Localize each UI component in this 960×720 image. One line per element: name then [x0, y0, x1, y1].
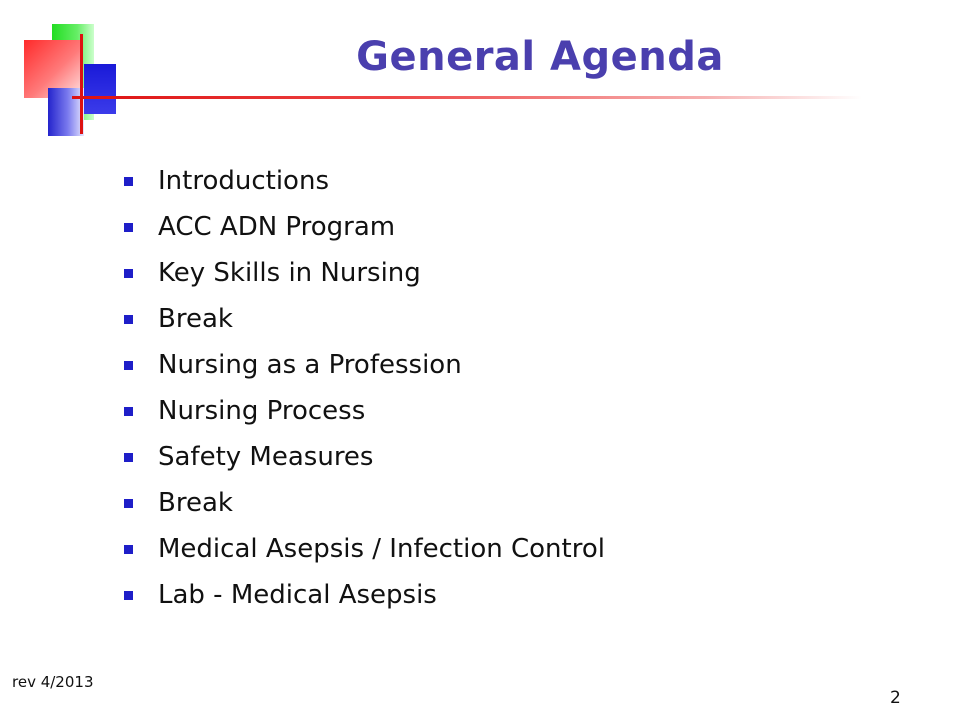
agenda-item: [124, 342, 605, 388]
agenda-item-label: ACC ADN Program: [158, 212, 396, 242]
square-bullet-icon: [124, 177, 133, 186]
square-bullet-icon: [124, 591, 133, 600]
agenda-item-label: Nursing as a Profession: [158, 350, 462, 380]
square-bullet-icon: [124, 453, 133, 462]
slide-title: General Agenda: [356, 34, 724, 80]
agenda-item: [124, 434, 605, 480]
agenda-item: [124, 526, 605, 572]
decorative-vertical-line: [80, 34, 83, 134]
agenda-item: [124, 480, 605, 526]
agenda-item-label: Break: [158, 304, 233, 334]
agenda-item-label: Lab - Medical Asepsis: [158, 580, 437, 610]
agenda-item-label: Nursing Process: [158, 396, 366, 426]
square-bullet-icon: [124, 499, 133, 508]
agenda-item: [124, 388, 605, 434]
square-bullet-icon: [124, 223, 133, 232]
square-bullet-icon: [124, 361, 133, 370]
decorative-blue-block: [84, 64, 116, 114]
revision-footer: rev 4/2013: [12, 673, 94, 691]
agenda-item: [124, 158, 605, 204]
agenda-item: [124, 204, 605, 250]
agenda-item: [124, 296, 605, 342]
square-bullet-icon: [124, 545, 133, 554]
page-number: 2: [890, 688, 901, 708]
agenda-list: [124, 158, 605, 618]
agenda-item: [124, 250, 605, 296]
agenda-item-label: Medical Asepsis / Infection Control: [158, 534, 605, 564]
agenda-item-label: Safety Measures: [158, 442, 374, 472]
agenda-item-label: Break: [158, 488, 233, 518]
agenda-item: [124, 572, 605, 618]
square-bullet-icon: [124, 407, 133, 416]
agenda-item-label: Key Skills in Nursing: [158, 258, 421, 288]
square-bullet-icon: [124, 315, 133, 324]
square-bullet-icon: [124, 269, 133, 278]
title-underline: [72, 96, 862, 99]
agenda-item-label: Introductions: [158, 166, 329, 196]
